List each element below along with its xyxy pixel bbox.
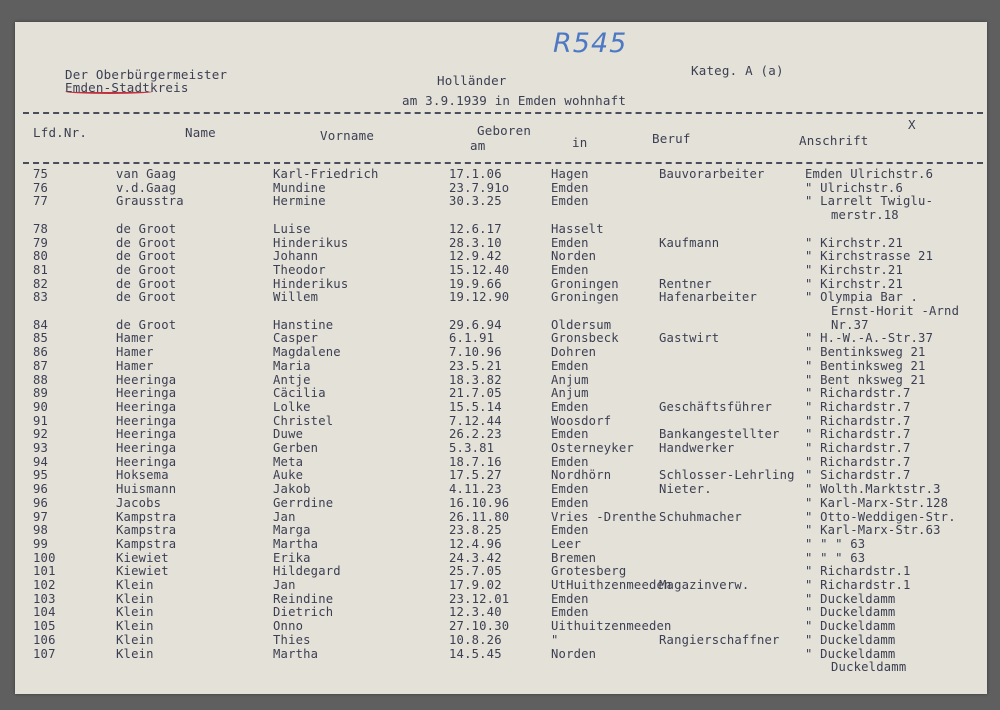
cell-vorname: Lolke [273,399,311,414]
cell-vorname: Meta [273,454,304,469]
archive-stamp-number: R545 [553,28,628,59]
cell-anschrift: Emden Ulrichstr.6 [805,167,934,181]
cell-in: Emden [551,427,589,442]
cell-name: Hoksema [116,468,169,483]
col-header-vorname: Vorname [320,128,375,143]
cell-anschrift: " Richardstr.7 [805,386,911,401]
cell-anschrift: " Richardstr.7 [805,427,911,442]
cell-anschrift: " Bentinksweg 21 [805,358,926,373]
cell-vorname: Antje [273,372,311,387]
header-top-rule [23,112,983,114]
cell-in: Leer [551,536,582,551]
document-sheet [15,22,987,694]
cell-in: Vries -Drenthe [551,509,657,524]
cell-am: 17.1.06 [449,167,502,181]
cell-anschrift: " Duckeldamm [805,632,896,647]
cell-am: 23.8.25 [449,523,502,538]
authority-line1: Der Oberbürgermeister [65,67,228,82]
cell-anschrift: merstr.18 [831,208,899,223]
table-row [15,319,987,332]
cell-vorname: Onno [273,619,304,634]
cell-name: de Groot [116,276,177,291]
cell-anschrift: " Duckeldamm [805,605,896,620]
cell-am: 15.12.40 [449,262,510,277]
table-row [15,182,987,195]
cell-beruf: Geschäftsführer [659,399,773,414]
cell-name: de Groot [116,249,177,264]
cell-nr: 75 [33,167,49,181]
cell-name: de Groot [116,262,177,277]
cell-nr: 76 [33,180,49,195]
table-row [15,168,987,181]
cell-am: 28.3.10 [449,235,502,250]
cell-anschrift: " Kirchstr.21 [805,235,903,250]
cell-am: 29.6.94 [449,317,502,332]
cell-anschrift: " Karl-Marx-Str.63 [805,523,941,538]
cell-nr: 103 [33,591,56,606]
cell-vorname: Willem [273,290,319,305]
cell-am: 21.7.05 [449,386,502,401]
cell-nr: 83 [33,290,49,305]
cell-in: Emden [551,235,589,250]
cell-vorname: Duwe [273,427,304,442]
cell-name: Klein [116,591,154,606]
cell-anschrift: Ernst-Horit -Arnd [831,304,960,318]
title-line1: Holländer [437,73,507,88]
cell-am: 7.10.96 [449,345,502,360]
cell-in: Dohren [551,345,597,360]
cell-anschrift: " Kirchstr.21 [805,276,903,291]
cell-in: Norden [551,646,597,661]
cell-name: Grausstra [116,194,184,209]
cell-nr: 98 [33,523,49,538]
cell-am: 18.3.82 [449,372,502,387]
table-row [15,634,987,647]
cell-name: de Groot [116,221,177,236]
cell-vorname: Reindine [273,591,334,606]
cell-nr: 84 [33,317,49,332]
cell-anschrift: " Richardstr.1 [805,564,911,579]
cell-beruf: Magazinverw. [659,578,750,592]
cell-am: 18.7.16 [449,454,502,469]
cell-in: Emden [551,454,589,469]
cell-vorname: Erika [273,550,311,565]
cell-nr: 104 [33,605,56,620]
cell-name: Heeringa [116,372,177,387]
table-row [15,223,987,236]
cell-beruf: Kaufmann [659,235,720,250]
cell-in: Emden [551,482,589,497]
cell-anschrift: " Ulrichstr.6 [805,180,903,195]
red-underline-mark [65,89,153,94]
category-label: Kateg. A (a) [691,63,784,78]
cell-vorname: Martha [273,646,319,661]
cell-am: 15.5.14 [449,399,502,414]
cell-vorname: Jan [273,509,296,524]
table-row [15,374,987,387]
cell-vorname: Marga [273,523,311,538]
cell-anschrift: " Richardstr.7 [805,399,911,414]
col-header-anschrift: Anschrift [799,133,869,148]
cell-nr: 96 [33,495,49,510]
cell-anschrift: " Richardstr.1 [805,578,911,592]
cell-vorname: Magdalene [273,345,341,360]
cell-nr: 102 [33,578,56,592]
cell-in: Grotesberg [551,564,627,579]
cell-in: Oldersum [551,317,612,332]
authority-line2: Emden-Stadtkreis [65,80,189,95]
cell-vorname: Hildegard [273,564,341,579]
cell-anschrift: " " " 63 [805,536,866,551]
cell-vorname: Martha [273,536,319,551]
table-row [15,346,987,359]
cell-beruf: Schuhmacher [659,509,742,524]
cell-am: 12.9.42 [449,249,502,264]
table-row [15,524,987,537]
cell-in: Osterneyker [551,441,634,455]
cell-name: Klein [116,632,154,647]
col-header-name: Name [185,125,216,140]
margin-x-mark: X [908,117,916,132]
cell-anschrift: " Olympia Bar . [805,290,919,305]
cell-am: 4.11.23 [449,482,502,497]
cell-nr: 92 [33,427,49,442]
cell-anschrift: " Kirchstr.21 [805,262,903,277]
cell-vorname: Maria [273,358,311,373]
cell-am: 25.7.05 [449,564,502,579]
cell-in: Nordhörn [551,468,612,483]
cell-name: Hamer [116,345,154,360]
table-row [15,305,987,318]
cell-am: 24.3.42 [449,550,502,565]
cell-name: Kampstra [116,536,177,551]
cell-vorname: Cäcilia [273,386,326,401]
table-row [15,620,987,633]
cell-in: Norden [551,249,597,264]
table-row [15,483,987,496]
cell-in: Anjum [551,386,589,401]
cell-beruf: Handwerker [659,441,735,455]
cell-am: 27.10.30 [449,619,510,634]
cell-vorname: Hinderikus [273,235,349,250]
cell-beruf: Schlosser-Lehrling [659,468,795,483]
cell-anschrift: " Richardstr.7 [805,441,911,455]
cell-nr: 94 [33,454,49,469]
table-row [15,552,987,565]
cell-am: 7.12.44 [449,413,502,428]
cell-name: Klein [116,578,154,592]
cell-in: Emden [551,523,589,538]
cell-anschrift: " Duckeldamm [805,591,896,606]
cell-name: Klein [116,605,154,620]
cell-nr: 105 [33,619,56,634]
table-row [15,237,987,250]
table-row [15,291,987,304]
table-row [15,332,987,345]
cell-vorname: Hermine [273,194,326,209]
table-row [15,538,987,551]
cell-am: 14.5.45 [449,646,502,661]
table-row [15,387,987,400]
table-row [15,209,987,222]
cell-vorname: Thies [273,632,311,647]
cell-nr: 85 [33,331,49,346]
cell-vorname: Dietrich [273,605,334,620]
cell-anschrift: " Sichardstr.7 [805,468,911,483]
cell-anschrift: " Karl-Marx-Str.128 [805,495,949,510]
cell-am: 23.5.21 [449,358,502,373]
cell-name: Hamer [116,358,154,373]
cell-am: 30.3.25 [449,194,502,209]
cell-in: Hasselt [551,221,604,236]
cell-nr: 86 [33,345,49,360]
cell-vorname: Luise [273,221,311,236]
cell-name: Heeringa [116,399,177,414]
cell-vorname: Hanstine [273,317,334,332]
table-row [15,606,987,619]
cell-anschrift: " H.-W.-A.-Str.37 [805,331,934,346]
cell-in: Groningen [551,276,619,291]
cell-am: 10.8.26 [449,632,502,647]
cell-beruf: Nieter. [659,482,712,497]
cell-nr: 78 [33,221,49,236]
cell-in: Woosdorf [551,413,612,428]
cell-anschrift: Duckeldamm [831,660,907,675]
table-row [15,579,987,592]
title-line2: am 3.9.1939 in Emden wohnhaft [402,93,627,108]
cell-name: Klein [116,619,154,634]
cell-vorname: Jakob [273,482,311,497]
cell-am: 17.5.27 [449,468,502,483]
col-header-beruf: Beruf [652,131,691,146]
cell-am: 23.12.01 [449,591,510,606]
cell-in: Hagen [551,167,589,181]
cell-am: 12.6.17 [449,221,502,236]
cell-nr: 97 [33,509,49,524]
cell-vorname: Karl-Friedrich [273,167,379,181]
cell-beruf: Gastwirt [659,331,720,346]
cell-anschrift: " " " 63 [805,550,866,565]
cell-in: Emden [551,194,589,209]
cell-name: Klein [116,646,154,661]
cell-name: Hamer [116,331,154,346]
cell-am: 12.3.40 [449,605,502,620]
cell-nr: 106 [33,632,56,647]
cell-in: Anjum [551,372,589,387]
cell-anschrift: " Kirchstrasse 21 [805,249,934,264]
table-row [15,497,987,510]
table-row [15,593,987,606]
col-header-am: am [470,138,486,153]
cell-vorname: Gerben [273,441,319,455]
cell-in: Emden [551,495,589,510]
cell-in: UtHuithzenmeeden [551,578,672,592]
cell-nr: 93 [33,441,49,455]
cell-in: " [551,632,559,647]
cell-vorname: Gerrdine [273,495,334,510]
cell-beruf: Hafenarbeiter [659,290,757,305]
table-row [15,250,987,263]
cell-anschrift: Nr.37 [831,317,869,332]
cell-am: 5.3.81 [449,441,495,455]
col-header-geboren: Geboren [477,123,532,138]
cell-name: v.d.Gaag [116,180,177,195]
cell-anschrift: " Larrelt Twiglu- [805,194,934,209]
cell-name: Kampstra [116,509,177,524]
table-row [15,195,987,208]
cell-am: 17.9.02 [449,578,502,592]
table-row [15,511,987,524]
cell-nr: 81 [33,262,49,277]
cell-name: Heeringa [116,441,177,455]
cell-nr: 96 [33,482,49,497]
table-row [15,661,987,674]
cell-name: Kiewiet [116,550,169,565]
cell-nr: 107 [33,646,56,661]
cell-am: 12.4.96 [449,536,502,551]
cell-am: 26.2.23 [449,427,502,442]
cell-am: 19.12.90 [449,290,510,305]
cell-in: Bremen [551,550,597,565]
table-row [15,360,987,373]
cell-in: Emden [551,262,589,277]
cell-in: Emden [551,591,589,606]
cell-name: Heeringa [116,427,177,442]
cell-nr: 80 [33,249,49,264]
cell-nr: 88 [33,372,49,387]
col-header-nr: Lfd.Nr. [33,125,88,140]
cell-am: 16.10.96 [449,495,510,510]
table-row [15,442,987,455]
cell-name: de Groot [116,290,177,305]
cell-in: Uithuitzenmeeden [551,619,672,634]
table-row [15,648,987,661]
cell-in: Gronsbeck [551,331,619,346]
cell-vorname: Jan [273,578,296,592]
cell-anschrift: " Bentinksweg 21 [805,345,926,360]
cell-vorname: Theodor [273,262,326,277]
cell-anschrift: " Bent nksweg 21 [805,372,926,387]
cell-nr: 82 [33,276,49,291]
cell-nr: 87 [33,358,49,373]
cell-vorname: Christel [273,413,334,428]
cell-vorname: Mundine [273,180,326,195]
cell-in: Emden [551,358,589,373]
cell-name: Heeringa [116,386,177,401]
cell-beruf: Rangierschaffner [659,632,780,647]
table-row [15,264,987,277]
cell-vorname: Auke [273,468,304,483]
cell-name: Heeringa [116,413,177,428]
cell-nr: 90 [33,399,49,414]
cell-name: de Groot [116,235,177,250]
cell-am: 23.7.91o [449,180,510,195]
cell-nr: 100 [33,550,56,565]
cell-am: 6.1.91 [449,331,495,346]
cell-name: Kampstra [116,523,177,538]
cell-anschrift: " Otto-Weddigen-Str. [805,509,956,524]
cell-beruf: Rentner [659,276,712,291]
cell-nr: 89 [33,386,49,401]
cell-name: van Gaag [116,167,177,181]
col-header-in: in [572,135,588,150]
cell-name: Heeringa [116,454,177,469]
cell-name: Kiewiet [116,564,169,579]
table-row [15,278,987,291]
table-row [15,428,987,441]
cell-name: Huismann [116,482,177,497]
cell-name: Jacobs [116,495,162,510]
cell-name: de Groot [116,317,177,332]
cell-in: Emden [551,399,589,414]
cell-anschrift: " Richardstr.7 [805,454,911,469]
cell-in: Emden [551,180,589,195]
cell-beruf: Bankangestellter [659,427,780,442]
table-row [15,456,987,469]
cell-nr: 95 [33,468,49,483]
table-row [15,401,987,414]
cell-in: Groningen [551,290,619,305]
cell-anschrift: " Duckeldamm [805,646,896,661]
cell-anschrift: " Wolth.Marktstr.3 [805,482,941,497]
cell-vorname: Johann [273,249,319,264]
cell-am: 26.11.80 [449,509,510,524]
cell-anschrift: " Duckeldamm [805,619,896,634]
cell-am: 19.9.66 [449,276,502,291]
cell-nr: 79 [33,235,49,250]
cell-nr: 77 [33,194,49,209]
cell-nr: 99 [33,536,49,551]
cell-vorname: Hinderikus [273,276,349,291]
cell-nr: 91 [33,413,49,428]
table-row [15,469,987,482]
cell-in: Emden [551,605,589,620]
cell-anschrift: " Richardstr.7 [805,413,911,428]
cell-nr: 101 [33,564,56,579]
cell-beruf: Bauvorarbeiter [659,167,765,181]
table-row [15,565,987,578]
header-bottom-rule [23,162,983,164]
cell-vorname: Casper [273,331,319,346]
table-row [15,415,987,428]
